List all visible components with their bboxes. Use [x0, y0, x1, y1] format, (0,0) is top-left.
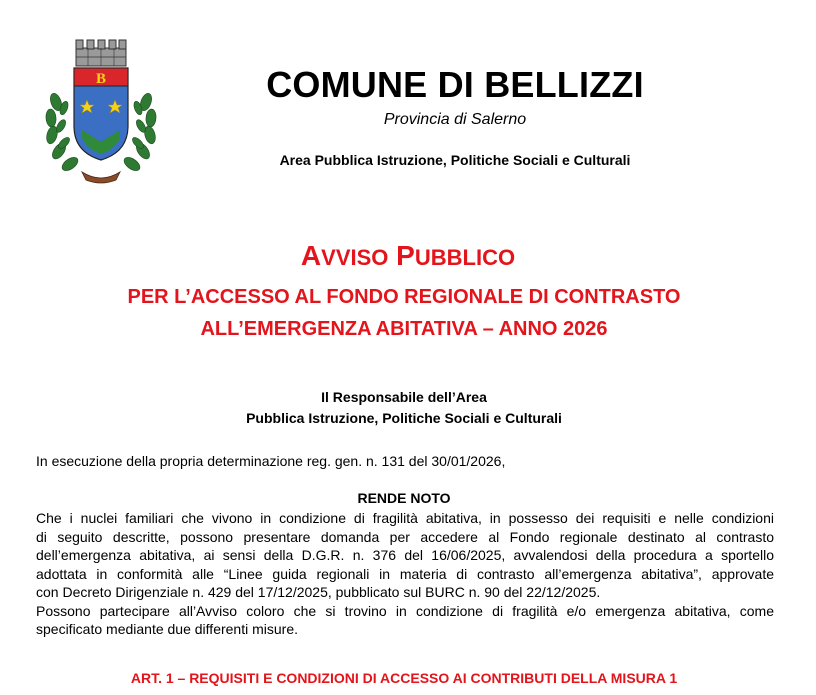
- crest-ribbon: [82, 172, 120, 183]
- execution-statement: In esecuzione della propria determinazione reg. gen. n. 131 del 30/01/2026,: [36, 453, 506, 469]
- notice-title-rest-1: VVISO: [321, 245, 389, 270]
- mural-crown: [76, 40, 126, 66]
- notice-body: [36, 509, 774, 639]
- notice-title-rest-2: UBBLICO: [414, 245, 516, 270]
- article-1-heading: ART. 1 – REQUISITI E CONDIZIONI DI ACCESSO AI CONTRIBUTI DELLA MISURA 1: [130, 670, 678, 686]
- responsible-title: Il Responsabile dell’Area: [321, 389, 487, 405]
- body-line: Possono partecipare all’Avviso coloro che si trovino in condizione di fragilità e/o emergenza abitativa, come: [36, 602, 774, 619]
- body-line: specificato mediante due differenti misure.: [36, 621, 298, 637]
- notice-title-initial-1: A: [300, 240, 322, 271]
- body-line: con Decreto Dirigenziale n. 429 del 17/12/2025, pubblicato sul BURC n. 90 del 22/12/2025.: [36, 584, 601, 600]
- crest-shield: [74, 68, 128, 160]
- province-name: Provincia di Salerno: [383, 111, 527, 128]
- municipality-name: COMUNE DI BELLIZZI: [266, 64, 644, 105]
- department-name: Area Pubblica Istruzione, Politiche Sociali e Culturali: [279, 152, 631, 168]
- body-line: dell’emergenza abitativa, ai sensi della D.G.R. n. 376 del 16/06/2025, avvalendosi della procedura a sportello: [36, 547, 774, 563]
- responsible-area: Pubblica Istruzione, Politiche Sociali e Culturali: [246, 410, 562, 426]
- notice-subtitle-line-2: ALL’EMERGENZA ABITATIVA – ANNO 2026: [200, 318, 608, 340]
- body-line: di seguito descritte, possono presentare domanda per accedere al Fondo regionale destinato al contrasto: [36, 528, 774, 545]
- body-line: adottata in conformità alle “Linee guida regionali in materia di contrasto all’emergenza abitativa”, approvate: [36, 565, 774, 582]
- notice-subtitle-line-1: PER L’ACCESSO AL FONDO REGIONALE DI CONTRASTO: [127, 286, 681, 308]
- body-line: Che i nuclei familiari che vivono in condizione di fragilità abitativa, in possesso dei requisiti e nelle condizioni: [36, 510, 774, 526]
- crest-letter: B: [95, 71, 107, 87]
- municipal-crest: [42, 34, 160, 186]
- notice-title: [0, 240, 816, 272]
- rende-noto-heading: RENDE NOTO: [357, 490, 451, 506]
- notice-title-initial-2: P: [396, 240, 415, 271]
